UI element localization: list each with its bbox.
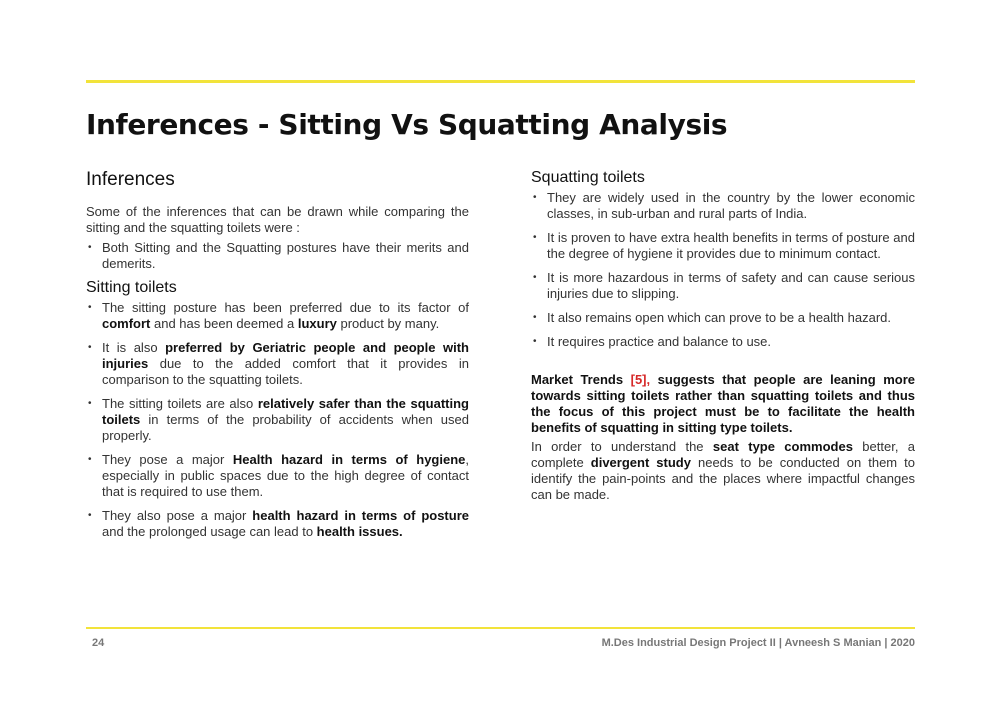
study-text: In order to understand the seat type commodes better, a complete divergent study needs to be conducted on them to identify the pain-points and the places where impactful changes can be made. xyxy=(531,439,916,502)
squatting-bullet-5: • It requires practice and balance to use. xyxy=(531,334,915,350)
squatting-bullet-2: • It is proven to have extra health benefits in terms of posture and the degree of hygiene it provides due to minimum contact. xyxy=(531,230,915,262)
intro-bullet: • Both Sitting and the Squatting postures have their merits and demerits. xyxy=(86,240,469,272)
market-trends-text: Market Trends [5], suggests that people are leaning more towards sitting toilets rather than squatting toilets and thus the focus of this project must be to facilitate the health benefits of squatting in sitting type toilets. xyxy=(531,372,915,435)
sitting-bullet-4: • They pose a major Health hazard in terms of hygiene, especially in public spaces due to the high degree of contact that is required to use them. xyxy=(86,452,469,500)
bottom-rule xyxy=(86,627,915,629)
footer-credit: M.Des Industrial Design Project II | Avneesh S Manian | 2020 xyxy=(601,637,915,649)
intro-text: Some of the inferences that can be drawn while comparing the sitting and the squatting toilets were : xyxy=(86,204,469,235)
page-number: 24 xyxy=(92,637,105,649)
sitting-bullet-5: • They also pose a major health hazard in terms of posture and the prolonged usage can lead to health issues. xyxy=(86,508,469,540)
sitting-bullet-2: • It is also preferred by Geriatric people and people with injuries due to the added comfort that it provides in comparison to the squatting toilets. xyxy=(86,340,469,388)
page-title: Inferences - Sitting Vs Squatting Analysis xyxy=(86,108,728,141)
squatting-bullet-4: • It also remains open which can prove to be a health hazard. xyxy=(531,310,915,326)
reference-5: [5], xyxy=(630,372,651,387)
sitting-bullet-3: • The sitting toilets are also relatively safer than the squatting toilets in terms of the probability of accidents when used properly. xyxy=(86,396,469,444)
intro-list xyxy=(86,240,469,272)
squatting-list xyxy=(531,190,915,350)
squatting-bullet-3: • It is more hazardous in terms of safety and can cause serious injuries due to slipping. xyxy=(531,270,915,302)
sitting-heading: Sitting toilets xyxy=(86,279,177,296)
sitting-list xyxy=(86,300,469,540)
right-column xyxy=(531,168,915,503)
inferences-heading: Inferences xyxy=(86,169,175,190)
squatting-bullet-1: • They are widely used in the country by the lower economic classes, in sub-urban and rural parts of India. xyxy=(531,190,915,222)
sitting-bullet-1: • The sitting posture has been preferred due to its factor of comfort and has been deemed a luxury product by many. xyxy=(86,300,469,332)
squatting-heading: Squatting toilets xyxy=(531,169,645,186)
left-column xyxy=(86,168,469,540)
top-rule xyxy=(86,80,915,83)
